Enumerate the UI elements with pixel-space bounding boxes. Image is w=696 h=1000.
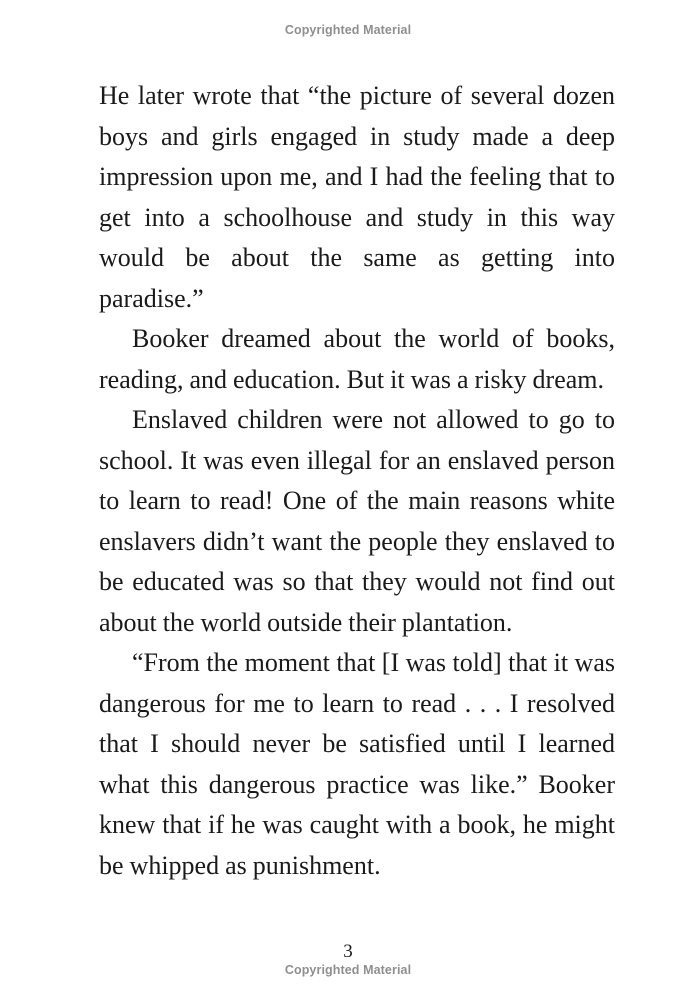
paragraph-3: Enslaved children were not allowed to go to school. It was even illegal for an enslaved person to learn to read! One of the main reasons white enslavers didn’t want the people they enslaved to be educated was so that they would not find out about the world outside their plantation. [99, 405, 615, 637]
body-text [99, 76, 615, 886]
copyright-watermark-top: Copyrighted Material [284, 23, 412, 37]
paragraph-2: Booker dreamed about the world of books, reading, and education. But it was a risky dream. [99, 324, 615, 394]
paragraph-4: “From the moment that [I was told] that it was dangerous for me to learn to read . . . I resolved that I should never be satisfied until I learned what this dangerous practice was like.” Booker knew that if he was caught with a book, he might be whipped as punishment. [99, 648, 615, 880]
paragraph-1: He later wrote that “the picture of several dozen boys and girls engaged in study made a deep impression upon me, and I had the feeling that to get into a schoolhouse and study in this way would be about the same as getting into paradise.” [99, 81, 615, 313]
page-number: 3 [343, 941, 353, 962]
copyright-watermark-bottom: Copyrighted Material [284, 963, 412, 977]
